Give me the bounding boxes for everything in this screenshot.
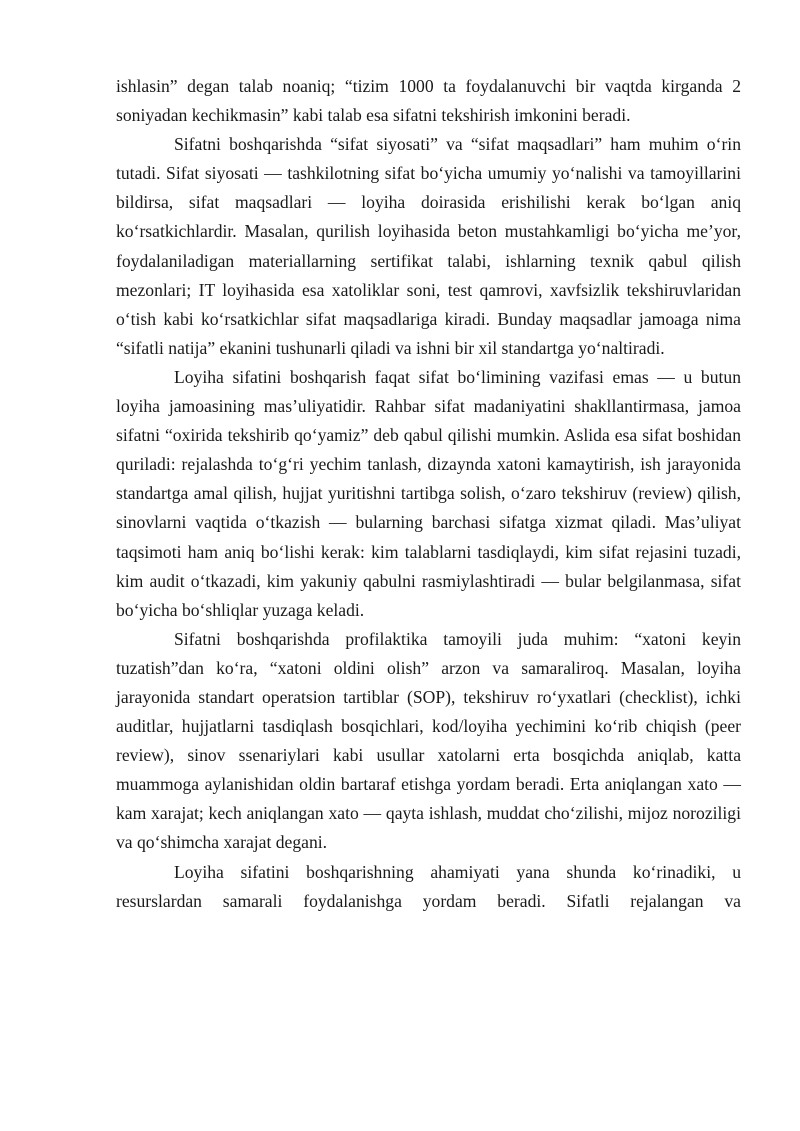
- paragraph-quality-policy: Sifatni boshqarishda “sifat siyosati” va “sifat maqsadlari” ham muhim o‘rin tutadi. Sifat siyosati — tashkilotning sifat bo‘yicha umumiy yo‘nalishi va tamoyillarini bildirsa, sifat maqsadlari — loyiha doirasida erishilishi kerak bo‘lgan aniq ko‘rsatkichlardir. Masalan, qurilish loyihasida beton mustahkamligi bo‘yicha me’yor, foydalaniladigan materiallarning sertifikat talabi, ishlarning texnik qabul qilish mezonlari; IT loyihasida esa xatoliklar soni, test qamrovi, xavfsizlik tekshiruvlaridan o‘tish kabi ko‘rsatkichlar sifat maqsadlariga kiradi. Bunday maqsadlar jamoaga nima “sifatli natija” ekanini tushunarli qiladi va ishni bir xil standartga yo‘naltiradi.: [116, 134, 741, 358]
- paragraph-resource-efficiency: Loyiha sifatini boshqarishning ahamiyati yana shunda ko‘rinadiki, u resurslardan samarali foydalanishga yordam beradi. Sifatli rejalangan va: [116, 861, 741, 911]
- paragraph-continued: ishlasin” degan talab noaniq; “tizim 1000 ta foydalanuvchi bir vaqtda kirganda 2 soniyadan kechikmasin” kabi talab esa sifatni tekshirish imkonini beradi.: [116, 76, 741, 126]
- paragraph-prevention-principle: Sifatni boshqarishda profilaktika tamoyili juda muhim: “xatoni keyin tuzatish”dan ko‘ra, “xatoni oldini olish” arzon va samaraliroq. Masalan, loyiha jarayonida standart operatsion tartiblar (SOP), tekshiruv ro‘yxatlari (checklist), ichki auditlar, hujjatlarni tasdiqlash bosqichlari, kod/loyiha yechimini ko‘rib chiqish (peer review), sinov ssenariylari kabi usullar xatolarni erta bosqichda aniqlab, katta muammoga aylanishidan oldin bartaraf etishga yordam beradi. Erta aniqlangan xato — kam xarajat; kech aniqlangan xato — qayta ishlash, muddat cho‘zilishi, mijoz noroziligi va qo‘shimcha xarajat degani.: [116, 628, 741, 853]
- paragraph-team-responsibility: Loyiha sifatini boshqarish faqat sifat bo‘limining vazifasi emas — u butun loyiha jamoasining mas’uliyatidir. Rahbar sifat madaniyatini shakllantirmasa, jamoa sifatni “oxirida tekshirib qo‘yamiz” deb qabul qilishi mumkin. Aslida esa sifat boshidan quriladi: rejalashda to‘g‘ri yechim tanlash, dizaynda xatoni kamaytirish, ish jarayonida standartga amal qilish, hujjat yuritishni tartibga solish, o‘zaro tekshiruv (review) qilish, sinovlarni vaqtida o‘tkazish — bularning barchasi sifatga xizmat qiladi. Mas’uliyat taqsimoti ham aniq bo‘lishi kerak: kim talablarni tasdiqlaydi, kim sifat rejasini tuzadi, kim audit o‘tkazadi, kim yakuniy qabulni rasmiylashtiradi — bular belgilanmasa, sifat bo‘yicha bo‘shliqlar yuzaga keladi.: [116, 366, 741, 620]
- document-body: [116, 72, 741, 916]
